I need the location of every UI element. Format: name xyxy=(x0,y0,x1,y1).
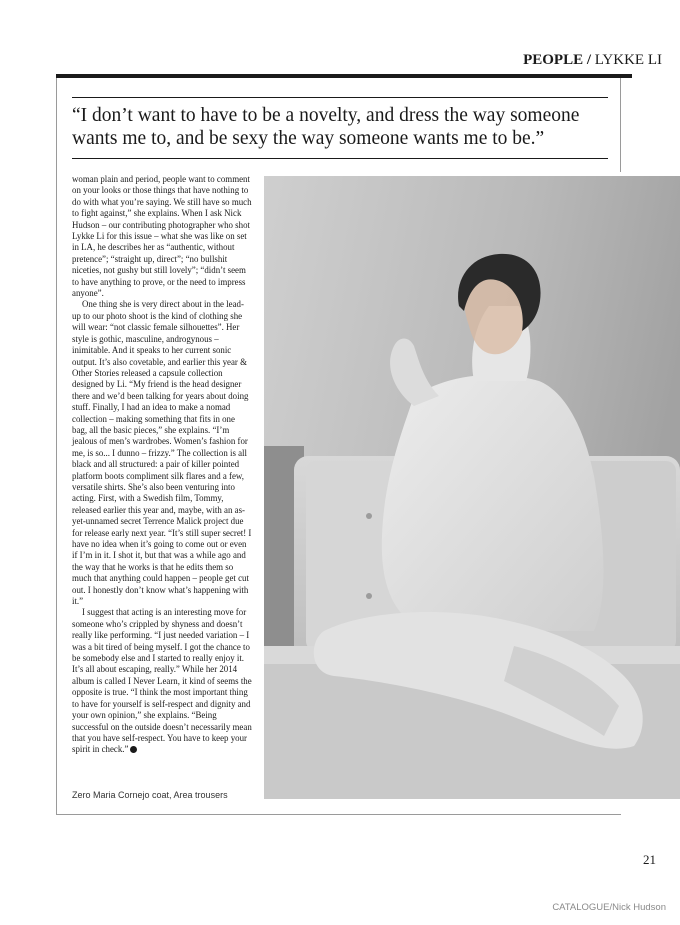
frame-bottom-border xyxy=(56,814,621,815)
body-paragraph-1: woman plain and period, people want to comment on your looks or those things that have nothing to do with what you’re saying. We still have so much to fight against,” she explains. When I ask Nick Hudson – our contributing photographer who shot Lykke Li for this issue – what she was like on set in LA, he describes her as “authentic, without pretence”; “straight up, direct”; “no bullshit niceties, not gushy but still lovely”; “didn’t seem to have anything to prove, or the need to impress anyone”. xyxy=(72,174,252,299)
portrait-photo xyxy=(264,176,680,799)
top-rule xyxy=(56,74,632,78)
pull-quote: “I don’t want to have to be a novelty, and dress the way someone wants me to, and be sexy the way someone wants me to be.” xyxy=(72,105,580,149)
section-separator: / xyxy=(586,52,592,68)
body-paragraph-3-text: I suggest that acting is an interesting move for someone who’s crippled by shyness and doesn’t really like performing. “I just needed variation – I was a bit tired of being myself. I got the chance to be somebody else and I started to really enjoy it. It’s all about escaping, really.” While her 2014 album is called I Never Learn, it kind of seems the opposite is true. “I think the most important thing to have for yourself is self-respect and dignity and your own opinion,” she explains. “Being successful on the outside doesn’t necessarily mean that you have self-respect. You have to keep your spirit in check.” xyxy=(72,607,252,755)
frame-left-border xyxy=(56,78,57,814)
article-body xyxy=(72,174,252,756)
body-paragraph-3 xyxy=(72,607,252,755)
portrait-illustration xyxy=(264,176,680,799)
section-header xyxy=(523,52,662,69)
photo-caption: Zero Maria Cornejo coat, Area trousers xyxy=(72,790,228,800)
body-paragraph-2: One thing she is very direct about in the lead-up to our photo shoot is the kind of clothing she will wear: “not classic female silhouettes”. Her style is gothic, masculine, androgynous – inimitable. And it speaks to her current sonic output. It’s also covetable, and earlier this year & Other Stories released a capsule collection designed by Li. “My friend is the head designer there and we’d been talking for years about doing stuff. Finally, I had an idea to make a nomad collection – making something that fits in one bag, all the basic pieces,” she explains. “I’m jealous of men’s wardrobes. Women’s fashion for me, is so... I dunno – frizzy.” The collection is all black and all structured: a pair of killer pointed platform boots compliment silk flares and a few, versatile shirts. She’s also been venturing into acting. First, with a Swedish film, Tommy, released earlier this year and, maybe, with an as-yet-unnamed secret Terrence Malick project due for release early next year. “It’s still super secret! I have no idea when it’s going to come out or even if I’m in it. I shot it, but that was a while ago and the way that he works is that he edits them so much that anything could happen – people get cut out. I honestly don’t know what’s happening with it.” xyxy=(72,299,252,607)
frame-right-border xyxy=(620,78,621,172)
pull-quote-bottom-rule xyxy=(72,158,608,159)
section-category: PEOPLE xyxy=(523,52,584,68)
end-mark-icon xyxy=(130,746,137,753)
pull-quote-top-rule xyxy=(72,97,608,98)
section-subject: LYKKE LI xyxy=(594,52,662,68)
page-number: 21 xyxy=(643,852,656,867)
photo-credit: CATALOGUE/Nick Hudson xyxy=(552,902,666,913)
